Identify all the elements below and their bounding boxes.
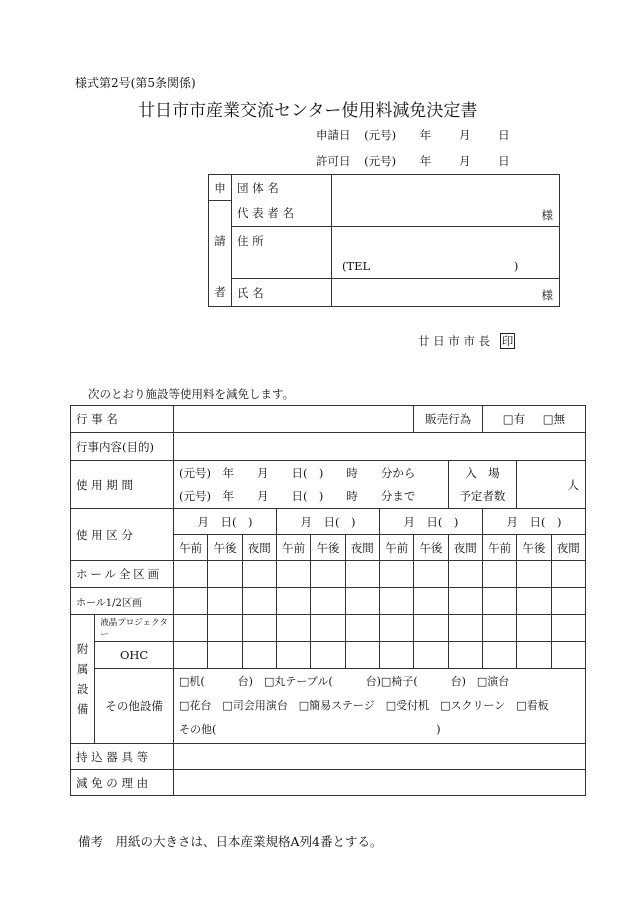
cell[interactable] bbox=[276, 561, 310, 588]
fuzoku-label bbox=[71, 615, 95, 744]
address-label: 住 所 bbox=[232, 227, 332, 255]
equipment-options-2[interactable] bbox=[173, 694, 585, 744]
page-title: 廿日市市産業交流センター使用料減免決定書 bbox=[138, 101, 478, 121]
event-content-value[interactable] bbox=[173, 433, 585, 461]
cell[interactable] bbox=[242, 561, 276, 588]
seal-stamp: 印 bbox=[501, 334, 514, 348]
cell[interactable] bbox=[448, 615, 482, 642]
address-value[interactable] bbox=[332, 227, 560, 255]
cell[interactable] bbox=[379, 615, 413, 642]
slot-pm: 午後 bbox=[517, 535, 551, 561]
permit-date-line bbox=[316, 153, 510, 169]
apply-era: (元号) bbox=[364, 128, 397, 142]
usage-date-1[interactable]: 月 日( ) bbox=[173, 509, 276, 535]
cell[interactable] bbox=[551, 615, 585, 642]
sales-options bbox=[482, 406, 585, 433]
slot-night: 夜間 bbox=[551, 535, 585, 561]
mayor-line bbox=[418, 333, 515, 349]
apply-month: 月 bbox=[458, 128, 471, 142]
cell[interactable] bbox=[517, 588, 551, 615]
cell[interactable] bbox=[208, 588, 242, 615]
rep-sama: 様 bbox=[332, 201, 560, 227]
apply-date-label: 申請日 bbox=[316, 128, 351, 142]
cell[interactable] bbox=[345, 642, 379, 669]
form-number: 様式第2号(第5条関係) bbox=[75, 76, 196, 90]
permit-month: 月 bbox=[458, 154, 471, 168]
cell[interactable] bbox=[517, 561, 551, 588]
tel-label: (TEL bbox=[342, 259, 371, 274]
attendance-label-1: 入 場 bbox=[448, 461, 517, 485]
attendance-people[interactable]: 人 bbox=[517, 461, 586, 509]
cell[interactable] bbox=[448, 588, 482, 615]
cell[interactable] bbox=[517, 615, 551, 642]
slot-night: 夜間 bbox=[345, 535, 379, 561]
equipment-options-1[interactable]: □机( 台) □丸テーブル( 台)□椅子( 台) □演台 bbox=[173, 669, 585, 694]
cell[interactable] bbox=[414, 561, 448, 588]
cell[interactable] bbox=[482, 642, 516, 669]
period-from[interactable]: (元号) 年 月 日( ) 時 分から bbox=[173, 461, 448, 485]
cell[interactable] bbox=[276, 588, 310, 615]
cell[interactable] bbox=[173, 588, 207, 615]
cell[interactable] bbox=[208, 615, 242, 642]
cell[interactable] bbox=[311, 588, 345, 615]
cell[interactable] bbox=[311, 561, 345, 588]
cell[interactable] bbox=[379, 588, 413, 615]
slot-night: 夜間 bbox=[242, 535, 276, 561]
applicant-side-2: 請 bbox=[209, 227, 232, 255]
apply-year: 年 bbox=[419, 128, 432, 142]
fuzoku-char: 附 bbox=[76, 642, 89, 656]
cell[interactable] bbox=[551, 561, 585, 588]
cell[interactable] bbox=[482, 588, 516, 615]
cell[interactable] bbox=[551, 588, 585, 615]
cell[interactable] bbox=[448, 642, 482, 669]
permit-day: 日 bbox=[498, 154, 510, 168]
intro-text: 次のとおり施設等使用料を減免します。 bbox=[88, 387, 295, 401]
fuzoku-char: 設 bbox=[76, 682, 89, 696]
carry-in-label: 持 込 器 具 等 bbox=[71, 744, 174, 770]
period-to[interactable]: (元号) 年 月 日( ) 時 分まで bbox=[173, 485, 448, 509]
cell[interactable] bbox=[311, 642, 345, 669]
slot-am: 午前 bbox=[482, 535, 516, 561]
slot-pm: 午後 bbox=[311, 535, 345, 561]
tel-close: ) bbox=[513, 259, 519, 274]
carry-in-value[interactable] bbox=[173, 744, 585, 770]
apply-date-line bbox=[316, 127, 510, 143]
cell[interactable] bbox=[517, 642, 551, 669]
mayor-label: 廿 日 市 市 長 bbox=[418, 334, 491, 348]
cell[interactable] bbox=[482, 561, 516, 588]
slot-am: 午前 bbox=[173, 535, 207, 561]
cell[interactable] bbox=[379, 561, 413, 588]
cell[interactable] bbox=[242, 615, 276, 642]
slot-pm: 午後 bbox=[414, 535, 448, 561]
permit-year: 年 bbox=[419, 154, 432, 168]
cell[interactable] bbox=[173, 642, 207, 669]
usage-date-2[interactable]: 月 日( ) bbox=[276, 509, 379, 535]
cell[interactable] bbox=[276, 615, 310, 642]
cell[interactable] bbox=[345, 615, 379, 642]
applicant-side-3: 者 bbox=[209, 279, 232, 307]
usage-label: 使 用 区 分 bbox=[71, 509, 174, 561]
sales-no-checkbox[interactable]: □無 bbox=[542, 412, 566, 426]
usage-date-4[interactable]: 月 日( ) bbox=[482, 509, 585, 535]
other-equipment-label: その他設備 bbox=[95, 669, 174, 744]
org-name-label: 団 体 名 bbox=[232, 175, 332, 201]
cell[interactable] bbox=[379, 642, 413, 669]
cell[interactable] bbox=[242, 642, 276, 669]
applicant-table bbox=[208, 174, 560, 307]
hall-half-label: ホール1/2区画 bbox=[71, 588, 174, 615]
cell[interactable] bbox=[208, 642, 242, 669]
event-content-label: 行事内容(目的) bbox=[71, 433, 174, 461]
hall-all-label: ホール全区画 bbox=[71, 561, 174, 588]
applicant-side-1: 申 bbox=[209, 175, 232, 201]
ohc-label: OHC bbox=[95, 642, 174, 669]
slot-am: 午前 bbox=[379, 535, 413, 561]
sales-yes-checkbox[interactable]: □有 bbox=[502, 412, 526, 426]
projector-label: 液晶プロジェクター bbox=[95, 615, 174, 642]
cell[interactable] bbox=[173, 615, 207, 642]
reason-value[interactable] bbox=[173, 770, 585, 796]
cell[interactable] bbox=[345, 588, 379, 615]
fuzoku-char: 備 bbox=[76, 702, 89, 716]
name-label: 氏 名 bbox=[232, 279, 332, 307]
period-label: 使 用 期 間 bbox=[71, 461, 174, 509]
cell[interactable] bbox=[414, 642, 448, 669]
main-table bbox=[70, 405, 586, 796]
note-text: 備考 用紙の大きさは、日本産業規格A列4番とする。 bbox=[78, 834, 383, 849]
apply-day: 日 bbox=[498, 128, 510, 142]
slot-am: 午前 bbox=[276, 535, 310, 561]
cell[interactable] bbox=[482, 615, 516, 642]
reason-label: 減 免 の 理 由 bbox=[71, 770, 174, 796]
cell[interactable] bbox=[208, 561, 242, 588]
cell[interactable] bbox=[276, 642, 310, 669]
fuzoku-char: 属 bbox=[76, 662, 89, 676]
org-name-value[interactable] bbox=[332, 175, 560, 201]
slot-pm: 午後 bbox=[208, 535, 242, 561]
name-sama: 様 bbox=[332, 279, 560, 307]
slot-night: 夜間 bbox=[448, 535, 482, 561]
permit-date-label: 許可日 bbox=[316, 154, 351, 168]
cell[interactable] bbox=[414, 615, 448, 642]
cell[interactable] bbox=[345, 561, 379, 588]
sales-label: 販売行為 bbox=[414, 406, 483, 433]
tel-line bbox=[332, 255, 560, 279]
cell[interactable] bbox=[414, 588, 448, 615]
permit-era: (元号) bbox=[364, 154, 397, 168]
attendance-label-2: 予定者数 bbox=[448, 485, 517, 509]
cell[interactable] bbox=[551, 642, 585, 669]
equipment-options-line2[interactable]: □花台 □司会用演台 □簡易ステージ □受付机 □スクリーン □看板 bbox=[178, 698, 549, 712]
cell[interactable] bbox=[448, 561, 482, 588]
event-name-label: 行 事 名 bbox=[71, 406, 174, 433]
equipment-options-other[interactable]: その他( ) bbox=[178, 722, 441, 736]
rep-name-label: 代 表 者 名 bbox=[232, 201, 332, 227]
event-name-value[interactable] bbox=[173, 406, 413, 433]
usage-date-3[interactable]: 月 日( ) bbox=[379, 509, 482, 535]
cell[interactable] bbox=[311, 615, 345, 642]
cell[interactable] bbox=[242, 588, 276, 615]
cell[interactable] bbox=[173, 561, 207, 588]
